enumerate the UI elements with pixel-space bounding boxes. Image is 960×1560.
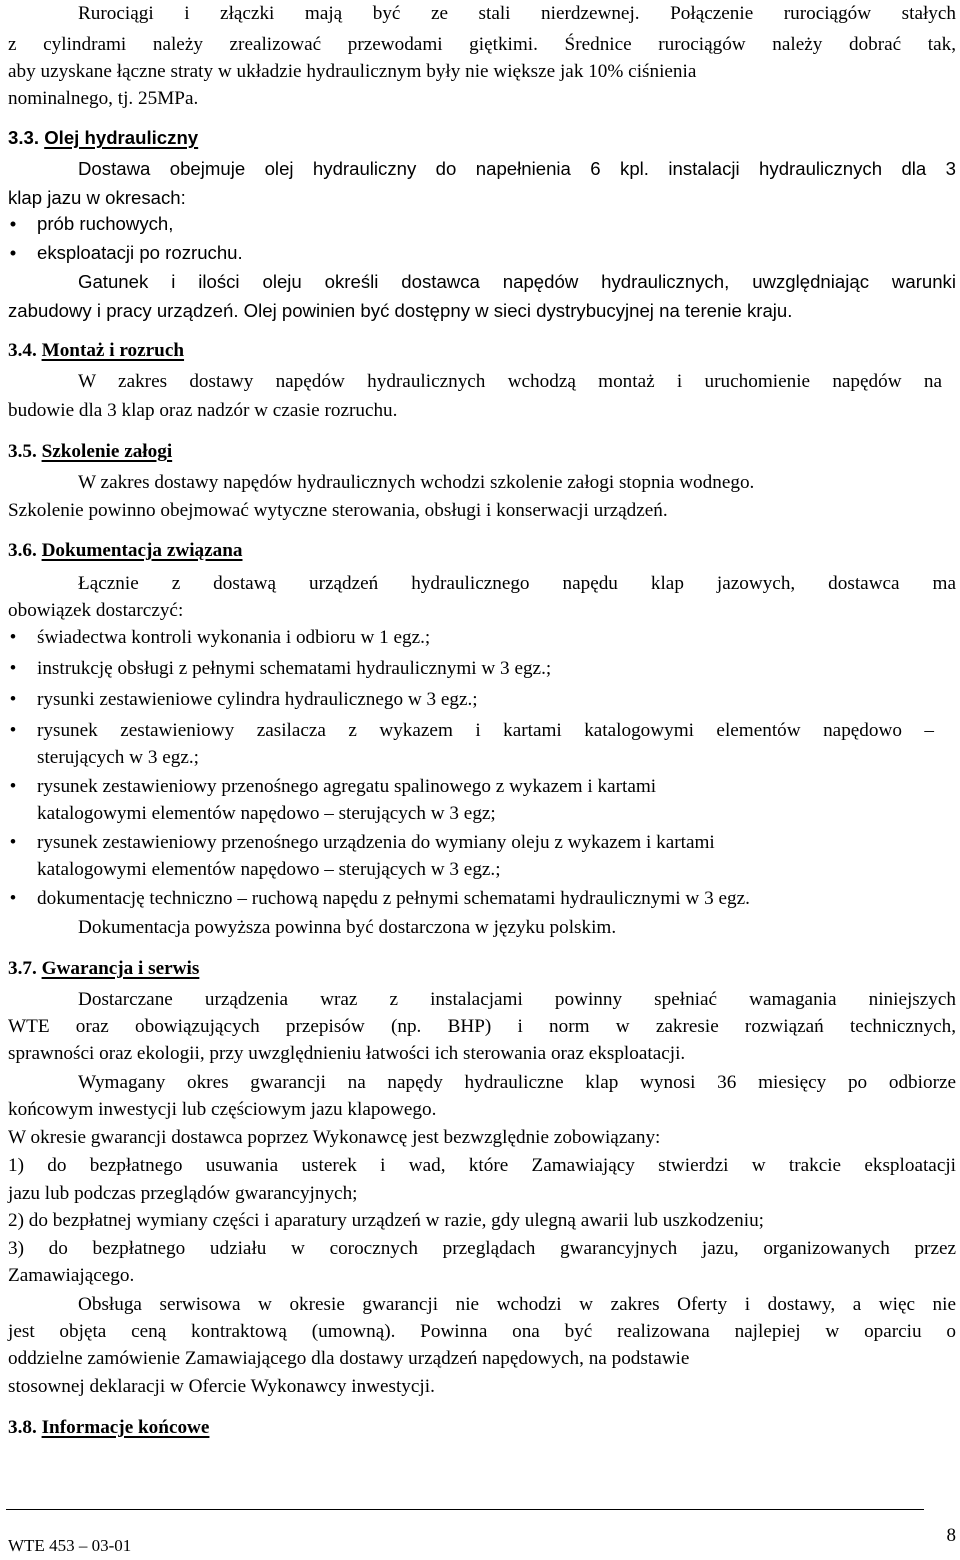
list-item-text: instrukcję obsługi z pełnymi schematami hydraulicznymi w 3 egz.; <box>37 658 552 679</box>
list-item-continuation: sterujących w 3 egz.; <box>37 747 199 768</box>
list-item <box>0 829 960 857</box>
paragraph-line: W zakres dostawy napędów hydraulicznych wchodzi szkolenie załogi stopnia wodnego. <box>78 472 755 493</box>
paragraph-line: Dostawa obejmuje olej hydrauliczny do napełnienia 6 kpl. instalacji hydraulicznych dla 3 <box>78 158 956 179</box>
paragraph-line: W okresie gwarancji dostawca poprzez Wykonawcę jest bezwzględnie zobowiązany: <box>8 1127 661 1148</box>
paragraph-line: 3) do bezpłatnego udziału w corocznych przeglądach gwarancyjnych jazu, organizowanych przez <box>8 1238 956 1259</box>
intro-line: Rurociągi i złączki mają być ze stali nierdzewnej. Połączenie rurociągów stałych <box>78 3 956 24</box>
bullet-icon: • <box>9 689 17 710</box>
section-number: 3.7. <box>8 958 37 979</box>
list-item-text: dokumentację techniczno – ruchową napędu z pełnymi schematami hydraulicznymi w 3 egz. <box>37 888 750 909</box>
section-heading-3-8 <box>8 1414 209 1442</box>
list-item <box>0 686 960 714</box>
paragraph-line: oddzielne zamówienie Zamawiającego dla dostawy urządzeń napędowych, na podstawie <box>8 1348 690 1369</box>
paragraph-line: Obsługa serwisowa w okresie gwarancji nie wchodzi w zakres Oferty i dostawy, a więc nie <box>78 1294 956 1315</box>
list-item-text: rysunek zestawieniowy przenośnego urządzenia do wymiany oleju z wykazem i kartami <box>37 832 715 853</box>
footer-divider <box>6 1509 924 1510</box>
section-title: Montaż i rozruch <box>41 340 185 361</box>
paragraph-line: jazu lub podczas przeglądów gwarancyjnych; <box>8 1183 358 1204</box>
footer-doc-code: WTE 453 – 03-01 <box>8 1536 132 1555</box>
bullet-icon: • <box>9 776 17 797</box>
paragraph-line: Dostarczane urządzenia wraz z instalacjami powinny spełniać wamagania niniejszych <box>78 989 956 1010</box>
section-number: 3.8. <box>8 1417 37 1438</box>
list-item <box>0 773 960 801</box>
list-item <box>0 210 960 238</box>
list-item-text: świadectwa kontroli wykonania i odbioru w 1 egz.; <box>37 627 431 648</box>
paragraph-line: Dokumentacja powyższa powinna być dostarczona w języku polskim. <box>78 917 617 938</box>
section-heading-3-6 <box>8 537 243 565</box>
paragraph-line: jest objęta ceną kontraktową (umowną). Powinna ona być realizowana najlepiej w oparciu o <box>8 1321 956 1342</box>
paragraph-line: Gatunek i ilości oleju określi dostawca napędów hydraulicznych, uwzględniając warunki <box>78 271 956 292</box>
bullet-icon: • <box>9 720 17 741</box>
paragraph-line: WTE oraz obowiązujących przepisów (np. BHP) i norm w zakresie rozwiązań technicznych, <box>8 1016 956 1037</box>
bullet-icon: • <box>9 213 17 234</box>
paragraph-line: klap jazu w okresach: <box>8 187 186 208</box>
paragraph-line: Szkolenie powinno obejmować wytyczne sterowania, obsługi i konserwacji urządzeń. <box>8 500 668 521</box>
section-number: 3.5. <box>8 441 37 462</box>
section-heading-3-5 <box>8 438 172 466</box>
section-title: Informacje końcowe <box>41 1417 210 1438</box>
paragraph-line: zabudowy i pracy urządzeń. Olej powinien być dostępny w sieci dystrybucyjnej na terenie kraju. <box>8 300 793 321</box>
section-heading-3-7 <box>8 955 199 983</box>
list-item <box>0 885 960 913</box>
intro-line: nominalnego, tj. 25MPa. <box>8 88 199 109</box>
section-title: Olej hydrauliczny <box>44 127 199 148</box>
paragraph-line: 1) do bezpłatnego usuwania usterek i wad, które Zamawiający stwierdzi w trakcie eksploatacji <box>8 1155 956 1176</box>
paragraph-line: obowiązek dostarczyć: <box>8 600 184 621</box>
bullet-icon: • <box>9 627 17 648</box>
section-heading-3-3 <box>8 124 198 152</box>
list-item-continuation: katalogowymi elementów napędowo – sterujących w 3 egz.; <box>37 859 501 880</box>
intro-line: aby uzyskane łączne straty w układzie hydraulicznym były nie większe jak 10% ciśnienia <box>8 61 697 82</box>
list-item-text: rysunki zestawieniowe cylindra hydraulicznego w 3 egz.; <box>37 689 478 710</box>
list-item <box>0 717 960 745</box>
list-item-text: rysunek zestawieniowy zasilacza z wykazem i kartami katalogowymi elementów napędowo – <box>37 720 934 741</box>
list-item <box>0 239 960 267</box>
paragraph-line: Wymagany okres gwarancji na napędy hydrauliczne klap wynosi 36 miesięcy po odbiorze <box>78 1072 956 1093</box>
paragraph-line: Łącznie z dostawą urządzeń hydraulicznego napędu klap jazowych, dostawca ma <box>78 573 956 594</box>
paragraph-line: 2) do bezpłatnej wymiany części i aparatury urządzeń w razie, gdy ulegną awarii lub uszkodzeniu; <box>8 1210 764 1231</box>
list-item <box>0 624 960 652</box>
paragraph-line: W zakres dostawy napędów hydraulicznych wchodzą montaż i uruchomienie napędów na <box>78 371 942 392</box>
bullet-icon: • <box>9 832 17 853</box>
intro-line: z cylindrami należy zrealizować przewodami giętkimi. Średnice rurociągów należy dobrać tak, <box>8 34 956 55</box>
paragraph-line: budowie dla 3 klap oraz nadzór w czasie rozruchu. <box>8 400 398 421</box>
paragraph-line: sprawności oraz ekologii, przy uwzględnieniu łatwości ich sterowania oraz eksploatacji. <box>8 1043 686 1064</box>
paragraph-line: Zamawiającego. <box>8 1265 135 1286</box>
paragraph-line: stosownej deklaracji w Ofercie Wykonawcy inwestycji. <box>8 1376 435 1397</box>
list-item-text: prób ruchowych, <box>37 213 174 234</box>
paragraph-line: końcowym inwestycji lub częściowym jazu klapowego. <box>8 1099 437 1120</box>
list-item-text: rysunek zestawieniowy przenośnego agregatu spalinowego z wykazem i kartami <box>37 776 657 797</box>
section-heading-3-4 <box>8 337 184 365</box>
bullet-icon: • <box>9 658 17 679</box>
bullet-icon: • <box>9 242 17 263</box>
section-title: Gwarancja i serwis <box>41 958 200 979</box>
list-item <box>0 655 960 683</box>
page-number: 8 <box>946 1525 956 1546</box>
bullet-icon: • <box>9 888 17 909</box>
list-item-continuation: katalogowymi elementów napędowo – sterujących w 3 egz; <box>37 803 496 824</box>
list-item-text: eksploatacji po rozruchu. <box>37 242 243 263</box>
section-number: 3.3. <box>8 127 40 148</box>
section-title: Dokumentacja związana <box>41 540 243 561</box>
section-title: Szkolenie załogi <box>41 441 173 462</box>
section-number: 3.6. <box>8 540 37 561</box>
section-number: 3.4. <box>8 340 37 361</box>
